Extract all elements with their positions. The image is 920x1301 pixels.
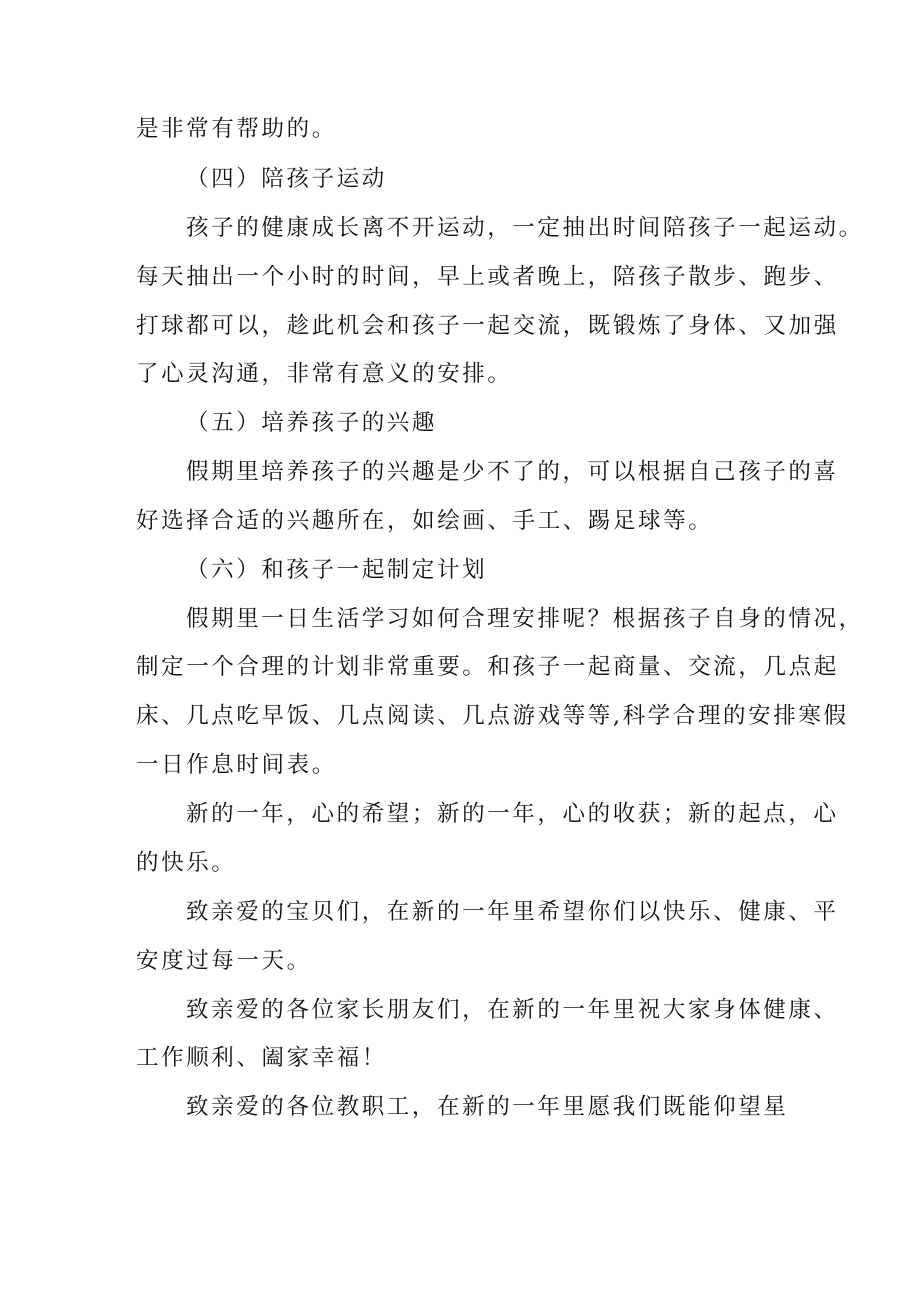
section-heading-5: （五）培养孩子的兴趣 (186, 410, 438, 436)
paragraph-line: 一日作息时间表。 (136, 752, 337, 778)
paragraph-line: 制定一个合理的计划非常重要。和孩子一起商量、交流，几点起 (136, 654, 839, 680)
paragraph-line: 打球都可以，趁此机会和孩子一起交流，既锻炼了身体、又加强 (136, 313, 839, 339)
paragraph-line: 床、几点吃早饭、几点阅读、几点游戏等等,科学合理的安排寒假 (136, 703, 849, 729)
paragraph-line: 每天抽出一个小时的时间，早上或者晚上，陪孩子散步、跑步、 (136, 264, 839, 290)
paragraph-line: 工作顺利、阖家幸福！ (136, 1045, 388, 1071)
paragraph-line: 假期里培养孩子的兴趣是少不了的，可以根据自己孩子的喜 (186, 459, 839, 485)
paragraph-line: 好选择合适的兴趣所在，如绘画、手工、踢足球等。 (136, 508, 714, 534)
paragraph-line: 孩子的健康成长离不开运动，一定抽出时间陪孩子一起运动。 (186, 215, 864, 241)
section-heading-6: （六）和孩子一起制定计划 (186, 557, 488, 583)
paragraph-line: 的快乐。 (136, 850, 237, 876)
paragraph-line: 致亲爱的各位教职工，在新的一年里愿我们既能仰望星 (186, 1094, 789, 1120)
paragraph-line: 了心灵沟通，非常有意义的安排。 (136, 361, 513, 387)
paragraph-line: 假期里一日生活学习如何合理安排呢？根据孩子自身的情况， (186, 606, 864, 632)
paragraph-line: 致亲爱的宝贝们，在新的一年里希望你们以快乐、健康、平 (186, 899, 839, 925)
body-text-line: 是非常有帮助的。 (136, 116, 337, 142)
section-heading-4: （四）陪孩子运动 (186, 166, 387, 192)
paragraph-line: 新的一年，心的希望；新的一年，心的收获；新的起点，心 (186, 801, 839, 827)
paragraph-line: 致亲爱的各位家长朋友们，在新的一年里祝大家身体健康、 (186, 997, 839, 1023)
paragraph-line: 安度过每一天。 (136, 948, 312, 974)
